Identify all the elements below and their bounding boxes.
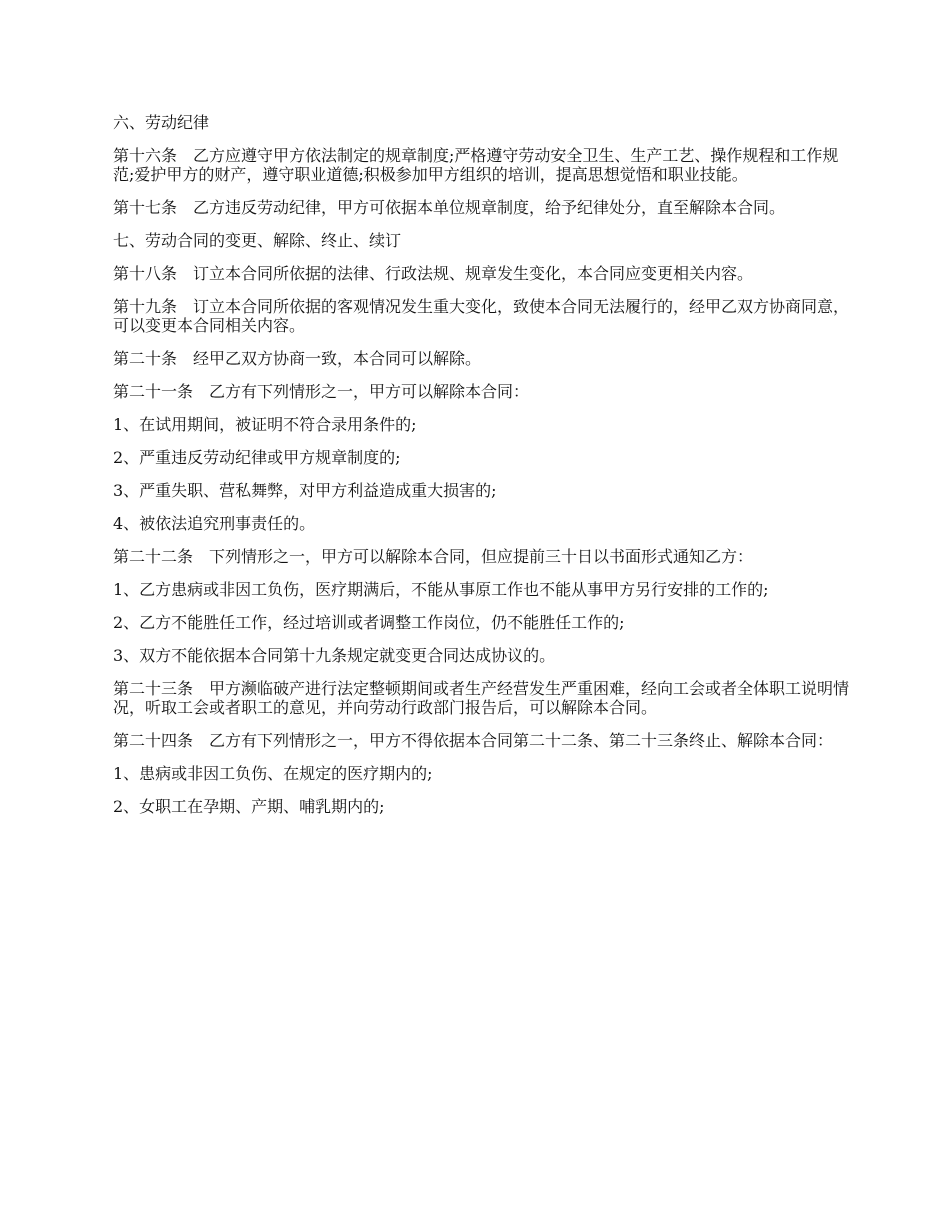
article-21-item-2: 2、严重违反劳动纪律或甲方规章制度的;: [113, 448, 401, 467]
article-24-item-1: 1、患病或非因工负伤、在规定的医疗期内的;: [113, 764, 433, 783]
article-19: 第十九条 订立本合同所依据的客观情况发生重大变化，致使本合同无法履行的，经甲乙双方协商同意，可以变更本合同相关内容。: [113, 297, 850, 335]
article-23: 第二十三条 甲方濒临破产进行法定整顿期间或者生产经营发生严重困难，经向工会或者全体职工说明情况，听取工会或者职工的意见，并向劳动行政部门报告后，可以解除本合同。: [113, 679, 850, 717]
article-16: 第十六条 乙方应遵守甲方依法制定的规章制度;严格遵守劳动安全卫生、生产工艺、操作规程和工作规范;爱护甲方的财产，遵守职业道德;积极参加甲方组织的培训，提高思想觉悟和职业技能。: [113, 146, 839, 184]
article-22-item-2: 2、乙方不能胜任工作，经过培训或者调整工作岗位，仍不能胜任工作的;: [113, 613, 625, 632]
article-24-item-2: 2、女职工在孕期、产期、哺乳期内的;: [113, 797, 385, 816]
article-24: 第二十四条 乙方有下列情形之一，甲方不得依据本合同第二十二条、第二十三条终止、解除本合同：: [113, 731, 834, 750]
article-22-item-3: 3、双方不能依据本合同第十九条规定就变更合同达成协议的。: [113, 646, 556, 665]
article-22: 第二十二条 下列情形之一，甲方可以解除本合同，但应提前三十日以书面形式通知乙方：: [113, 547, 754, 566]
article-21: 第二十一条 乙方有下列情形之一，甲方可以解除本合同：: [113, 382, 530, 401]
article-18: 第十八条 订立本合同所依据的法律、行政法规、规章发生变化，本合同应变更相关内容。: [113, 264, 754, 283]
article-20: 第二十条 经甲乙双方协商一致，本合同可以解除。: [113, 349, 482, 368]
section-heading-labor-discipline: 六、劳动纪律: [113, 113, 210, 132]
article-21-item-1: 1、在试用期间，被证明不符合录用条件的;: [113, 415, 417, 434]
article-17: 第十七条 乙方违反劳动纪律，甲方可依据本单位规章制度，给予纪律处分，直至解除本合同。: [113, 198, 786, 217]
article-21-item-4: 4、被依法追究刑事责任的。: [113, 514, 316, 533]
document-page: [113, 113, 853, 830]
article-22-item-1: 1、乙方患病或非因工负伤，医疗期满后，不能从事原工作也不能从事甲方另行安排的工作的;: [113, 580, 769, 599]
section-heading-contract-changes: 七、劳动合同的变更、解除、终止、续订: [113, 231, 402, 250]
article-21-item-3: 3、严重失职、营私舞弊，对甲方利益造成重大损害的;: [113, 481, 497, 500]
